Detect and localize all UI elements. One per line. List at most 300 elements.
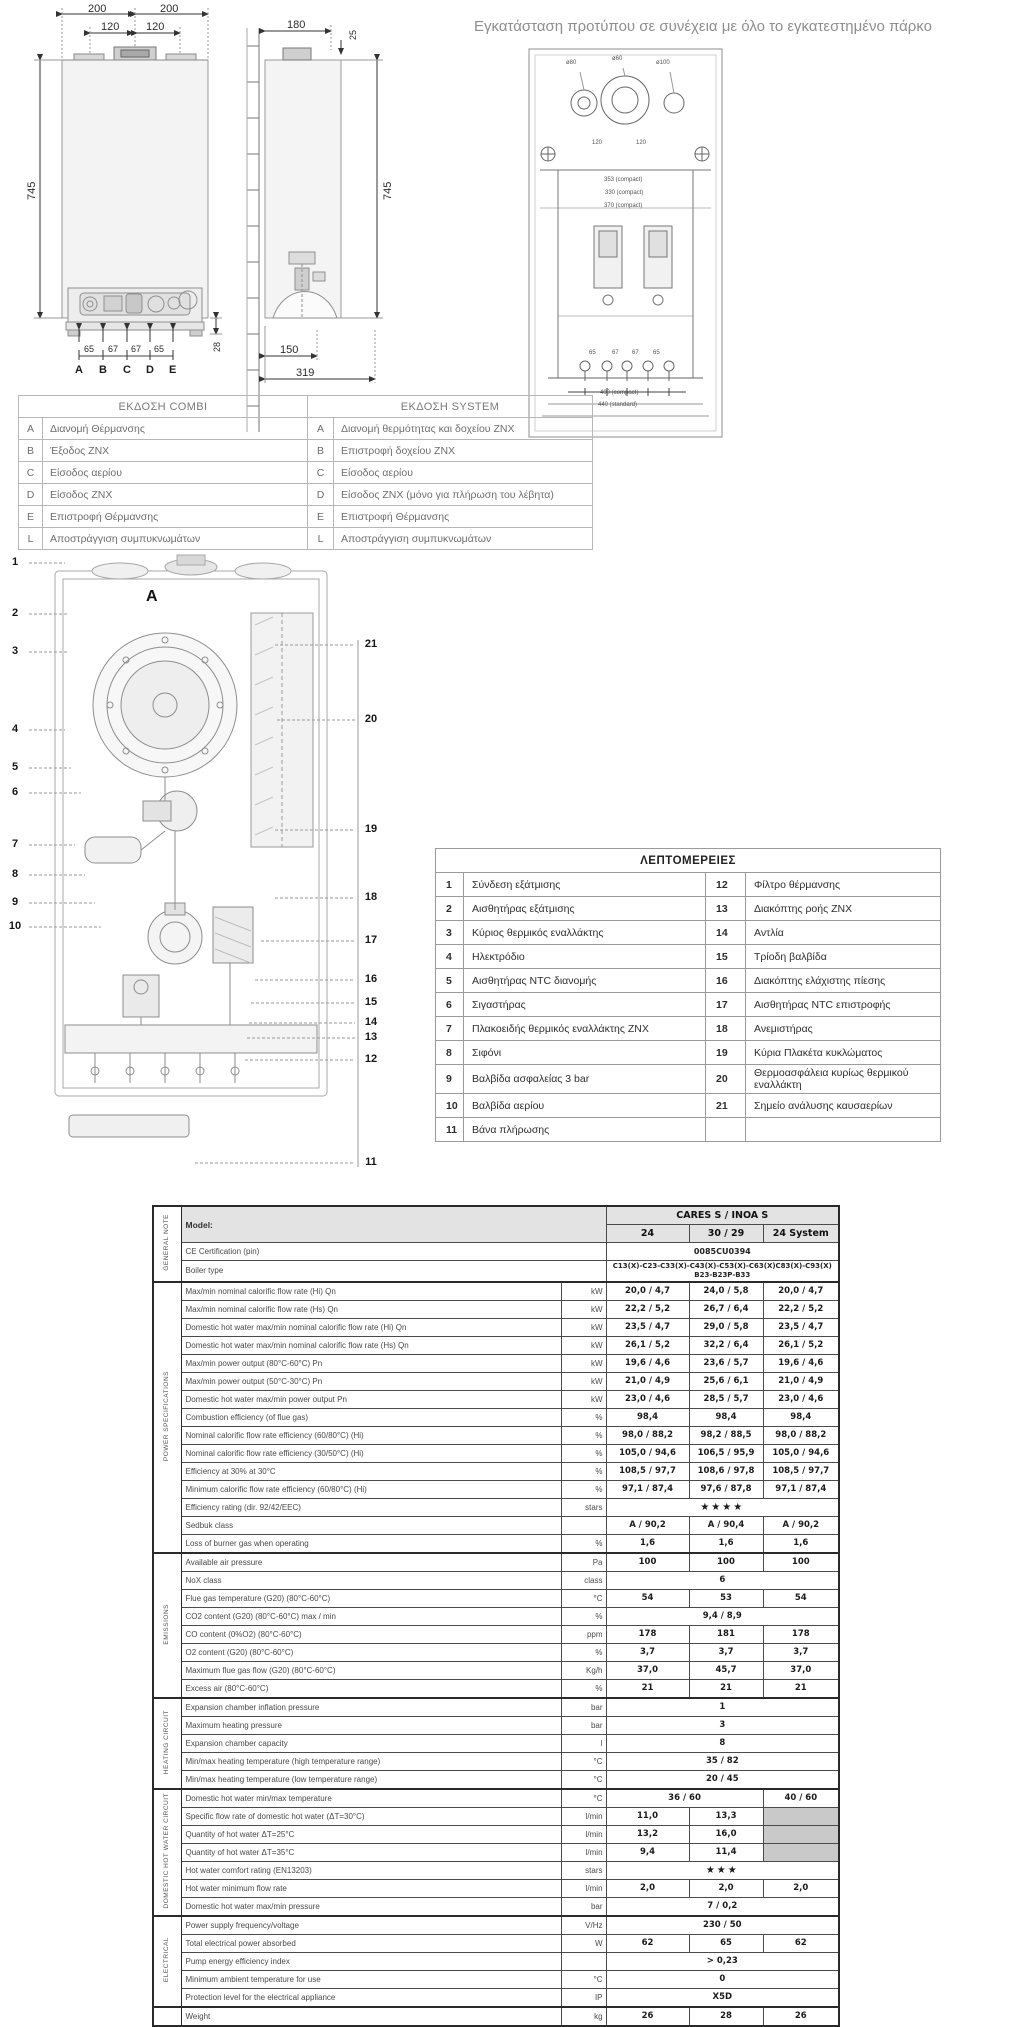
spec-row-label: Domestic hot water max/min nominal calorific flow rate (Hi) Qn	[181, 1318, 561, 1336]
spec-span-value: 230 / 50	[606, 1916, 839, 1935]
spec-row	[153, 1897, 839, 1916]
detail-row	[436, 969, 941, 993]
section-label-text: EMISSIONS	[162, 1603, 170, 1645]
spec-unit	[561, 1952, 606, 1970]
detail-number: 10	[436, 1094, 464, 1118]
front-dim-28: 28	[212, 341, 222, 352]
spec-value: 100	[689, 1553, 763, 1572]
spec-value: 97,1 / 87,4	[606, 1480, 689, 1498]
diagram-dim-67b: 67	[632, 350, 639, 356]
callout-number: 13	[364, 1031, 378, 1043]
boiler-bottom-internals	[66, 288, 204, 336]
front-dim-67b: 67	[131, 344, 142, 354]
detail-label: Αισθητήρας εξάτμισης	[464, 897, 706, 921]
spec-value: 23,6 / 5,7	[689, 1354, 763, 1372]
spec-row	[153, 1970, 839, 1988]
spec-row-label: Quantity of hot water ΔT=25°C	[181, 1825, 561, 1843]
front-view-drawing	[18, 0, 240, 392]
detail-number: 3	[436, 921, 464, 945]
spec-row	[153, 1372, 839, 1390]
spec-row	[153, 1934, 839, 1952]
spec-value: 16,0	[689, 1825, 763, 1843]
callout-number: 5	[11, 761, 19, 773]
spec-unit: %	[561, 1679, 606, 1698]
spec-row-label: Specific flow rate of domestic hot water (ΔT=30°C)	[181, 1807, 561, 1825]
spec-row-label: Nominal calorific flow rate efficiency (30/50°C) (Hi)	[181, 1444, 561, 1462]
spec-row	[153, 1480, 839, 1498]
spec-unit: kW	[561, 1390, 606, 1408]
spec-row	[153, 1444, 839, 1462]
spec-value: 45,7	[689, 1661, 763, 1679]
spec-value: 3,7	[689, 1643, 763, 1661]
detail-number: 9	[436, 1065, 464, 1094]
spec-unit: °C	[561, 1589, 606, 1607]
system-label: Επιστροφή δοχείου ZNX	[334, 440, 593, 462]
spec-value: 106,5 / 95,9	[689, 1444, 763, 1462]
spec-span-value: 6	[606, 1571, 839, 1589]
connection-d: D	[146, 364, 154, 376]
boiler-front-body	[62, 47, 208, 318]
detail-label: Διακόπτης ροής ZNX	[746, 897, 941, 921]
spec-table	[152, 1205, 840, 2027]
connection-row	[19, 440, 593, 462]
spec-row	[153, 1716, 839, 1734]
spec-row	[153, 1571, 839, 1589]
model-label: Model:	[181, 1206, 606, 1243]
combi-label: Είσοδος ZNX	[43, 484, 308, 506]
spec-row-label: Hot water comfort rating (EN13203)	[181, 1861, 561, 1879]
diagram-dim-120a: 120	[592, 140, 603, 146]
spec-value: 108,5 / 97,7	[763, 1462, 839, 1480]
detail-number: 8	[436, 1041, 464, 1065]
spec-row	[153, 1282, 839, 1301]
spec-row-label: Quantity of hot water ΔT=35°C	[181, 1843, 561, 1861]
system-label: Είσοδος αερίου	[334, 462, 593, 484]
heat-exchanger	[93, 633, 237, 777]
spec-unit: %	[561, 1462, 606, 1480]
connection-key: L	[19, 528, 43, 550]
spec-row-label: Boiler type	[181, 1261, 606, 1282]
callout-number: 8	[11, 868, 19, 880]
callout-number: 7	[11, 838, 19, 850]
spec-value: 178	[606, 1625, 689, 1643]
connection-e: E	[169, 364, 177, 376]
side-dim-height: 745	[382, 181, 394, 200]
section-label-text: ELECTRICAL	[162, 1937, 170, 1983]
spec-value: 13,2	[606, 1825, 689, 1843]
spec-value: 28	[689, 2007, 763, 2026]
connection-row	[19, 462, 593, 484]
combi-label: Αποστράγγιση συμπυκνωμάτων	[43, 528, 308, 550]
connection-key: D	[19, 484, 43, 506]
spec-row-label: Weight	[181, 2007, 561, 2026]
column-header: 30 / 29	[689, 1225, 763, 1243]
flue-label-100: ø100	[656, 60, 670, 66]
spec-value: 26,1 / 5,2	[606, 1336, 689, 1354]
detail-row	[436, 945, 941, 969]
front-dim-65a: 65	[84, 344, 95, 354]
flue-label-60: ø60	[612, 56, 623, 62]
detail-label: Κύρια Πλακέτα κυκλώματος	[746, 1041, 941, 1065]
spec-value: 181	[689, 1625, 763, 1643]
spec-value	[763, 1843, 839, 1861]
spec-value: 26	[606, 2007, 689, 2026]
spec-row	[153, 1825, 839, 1843]
detail-label: Αισθητήρας NTC επιστροφής	[746, 993, 941, 1017]
spec-row	[153, 1390, 839, 1408]
spec-span-value: 9,4 / 8,9	[606, 1607, 839, 1625]
wall-hatch	[247, 28, 259, 432]
spec-span-value: 36 / 60	[606, 1789, 763, 1808]
detail-row	[436, 873, 941, 897]
callout-number: 16	[364, 973, 378, 985]
spec-unit: V/Hz	[561, 1916, 606, 1935]
spec-value: 98,4	[606, 1408, 689, 1426]
spec-unit: stars	[561, 1861, 606, 1879]
section-label-text: POWER SPECIFICATIONS	[162, 1370, 170, 1462]
callout-number: 1	[11, 556, 19, 568]
detail-number: 11	[436, 1118, 464, 1142]
detail-row	[436, 921, 941, 945]
spec-value: A / 90,4	[689, 1516, 763, 1534]
detail-label: Σιφόνι	[464, 1041, 706, 1065]
spec-span-value: C13(X)-C23-C33(X)-C43(X)-C53(X)-C63(X)C83(X)-C93(X) B23-B23P-B33	[606, 1261, 839, 1282]
spec-row	[153, 1843, 839, 1861]
spec-value: 25,6 / 6,1	[689, 1372, 763, 1390]
system-label: Είσοδος ZNX (μόνο για πλήρωση του λέβητα)	[334, 484, 593, 506]
spec-row	[153, 1879, 839, 1897]
spec-row	[153, 1734, 839, 1752]
connection-row	[19, 418, 593, 440]
spec-value: 11,4	[689, 1843, 763, 1861]
spec-value: 20,0 / 4,7	[606, 1282, 689, 1301]
diagram-dim-353: 353 (compact)	[604, 177, 643, 183]
spec-row	[153, 1336, 839, 1354]
spec-unit: class	[561, 1571, 606, 1589]
spec-row-label: Flue gas temperature (G20) (80°C-60°C)	[181, 1589, 561, 1607]
spec-unit: IP	[561, 1988, 606, 2007]
spec-row	[153, 1679, 839, 1698]
spec-unit: kW	[561, 1300, 606, 1318]
callout-number: 15	[364, 996, 378, 1008]
spec-value: 62	[606, 1934, 689, 1952]
spec-value: 97,6 / 87,8	[689, 1480, 763, 1498]
spec-unit: bar	[561, 1698, 606, 1717]
detail-number: 7	[436, 1017, 464, 1041]
spec-row-label: Domestic hot water max/min pressure	[181, 1897, 561, 1916]
diagram-dim-370: 370 (compact)	[604, 203, 643, 209]
spec-unit: l/min	[561, 1807, 606, 1825]
spec-row-label: Excess air (80°C-60°C)	[181, 1679, 561, 1698]
spec-unit: %	[561, 1480, 606, 1498]
spec-value: 23,5 / 4,7	[763, 1318, 839, 1336]
spec-value: 20,0 / 4,7	[763, 1282, 839, 1301]
combi-label: Έξοδος ZNX	[43, 440, 308, 462]
connection-key: E	[19, 506, 43, 528]
detail-label: Πλακοειδής θερμικός εναλλάκτης ZNX	[464, 1017, 706, 1041]
spec-value: 23,0 / 4,6	[763, 1390, 839, 1408]
section-label	[153, 1553, 181, 1698]
spec-row-label: Domestic hot water min/max temperature	[181, 1789, 561, 1808]
spec-unit: bar	[561, 1716, 606, 1734]
spec-row-label: Maximum heating pressure	[181, 1716, 561, 1734]
detail-label: Ανεμιστήρας	[746, 1017, 941, 1041]
spec-row-label: Available air pressure	[181, 1553, 561, 1572]
spec-row	[153, 1354, 839, 1372]
spec-value: 2,0	[763, 1879, 839, 1897]
spec-row-label: CE Certification (pin)	[181, 1243, 606, 1261]
spec-value: 105,0 / 94,6	[763, 1444, 839, 1462]
detail-number: 13	[706, 897, 746, 921]
detail-row	[436, 1017, 941, 1041]
front-dim-200-left: 200	[88, 3, 107, 15]
spec-row	[153, 1770, 839, 1789]
spec-value: 37,0	[606, 1661, 689, 1679]
spec-row-label: CO content (0%O2) (80°C-60°C)	[181, 1625, 561, 1643]
spec-row	[153, 1752, 839, 1770]
spec-value: 3,7	[606, 1643, 689, 1661]
spec-row-label: Minimum calorific flow rate efficiency (60/80°C) (Hi)	[181, 1480, 561, 1498]
spec-row	[153, 1661, 839, 1679]
spec-row-label: Max/min nominal calorific flow rate (Hs) Qn	[181, 1300, 561, 1318]
detail-number: 16	[706, 969, 746, 993]
spec-span-value: 8	[606, 1734, 839, 1752]
spec-span-value: ★★★	[606, 1861, 839, 1879]
spec-span-value: 1	[606, 1698, 839, 1717]
front-dim-height: 745	[26, 181, 38, 200]
spec-span-value: 20 / 45	[606, 1770, 839, 1789]
spec-value	[763, 1807, 839, 1825]
detail-row	[436, 1118, 941, 1142]
callout-number: 11	[365, 1156, 377, 1168]
front-dim-120-left: 120	[101, 21, 120, 33]
spec-row	[153, 1300, 839, 1318]
spec-row	[153, 1553, 839, 1572]
spec-unit: bar	[561, 1897, 606, 1916]
spec-value: 9,4	[606, 1843, 689, 1861]
detail-row	[436, 1065, 941, 1094]
column-header: 24	[606, 1225, 689, 1243]
diagram-dim-400: 400 (compact)	[600, 390, 639, 396]
spec-span-value: > 0,23	[606, 1952, 839, 1970]
spec-row	[153, 1625, 839, 1643]
spec-unit: W	[561, 1934, 606, 1952]
system-label: Αποστράγγιση συμπυκνωμάτων	[334, 528, 593, 550]
spec-value: A / 90,2	[606, 1516, 689, 1534]
front-dim-120-right: 120	[146, 21, 165, 33]
spec-value: 65	[689, 1934, 763, 1952]
install-title: Εγκατάσταση προτύπου σε συνέχεια με όλο το εγκατεστημένο πάρκο	[474, 18, 932, 35]
installation-diagram	[528, 48, 723, 438]
spec-row-label: Efficiency rating (dir. 92/42/EEC)	[181, 1498, 561, 1516]
spec-value: 19,6 / 4,6	[763, 1354, 839, 1372]
callout-number: 18	[364, 891, 378, 903]
detail-number: 6	[436, 993, 464, 1017]
section-label	[153, 1282, 181, 1553]
side-dim-25: 25	[348, 29, 358, 40]
spec-value: 98,0 / 88,2	[763, 1426, 839, 1444]
connection-key: A	[308, 418, 334, 440]
detail-number: 18	[706, 1017, 746, 1041]
combi-label: Διανομή Θέρμανσης	[43, 418, 308, 440]
spec-value: 62	[763, 1934, 839, 1952]
callout-number: 4	[11, 723, 19, 735]
detail-label: Θερμοασφάλεια κυρίως θερμικού εναλλάκτη	[746, 1065, 941, 1094]
detail-label: Διακόπτης ελάχιστης πίεσης	[746, 969, 941, 993]
detail-number: 21	[706, 1094, 746, 1118]
connection-a: A	[75, 364, 83, 376]
combi-system-table	[18, 395, 593, 550]
spec-value: 23,5 / 4,7	[606, 1318, 689, 1336]
spec-unit: kW	[561, 1336, 606, 1354]
spec-unit: Pa	[561, 1553, 606, 1572]
spec-value: 24,0 / 5,8	[689, 1282, 763, 1301]
spec-row-label: Min/max heating temperature (low temperature range)	[181, 1770, 561, 1789]
detail-number: 20	[706, 1065, 746, 1094]
spec-unit: °C	[561, 1789, 606, 1808]
connection-c: C	[123, 364, 131, 376]
spec-value: 26,1 / 5,2	[763, 1336, 839, 1354]
section-label-text: DOMESTIC HOT WATER CIRCUIT	[162, 1793, 170, 1909]
callout-number: 3	[11, 645, 19, 657]
spec-unit: l/min	[561, 1879, 606, 1897]
callout-number: 14	[364, 1016, 378, 1028]
connection-key: E	[308, 506, 334, 528]
front-dim-65b: 65	[154, 344, 165, 354]
callout-number: 20	[364, 713, 378, 725]
spec-value: 26,7 / 6,4	[689, 1300, 763, 1318]
side-view-drawing	[245, 0, 395, 440]
detail-label: Βαλβίδα αερίου	[464, 1094, 706, 1118]
section-label-text: GENERAL NOTE	[162, 1214, 170, 1272]
connection-key: C	[308, 462, 334, 484]
spec-value: 29,0 / 5,8	[689, 1318, 763, 1336]
spec-unit: stars	[561, 1498, 606, 1516]
details-title: ΛΕΠΤΟΜΕΡΕΙΕΣ	[436, 849, 941, 873]
spec-span-value: 7 / 0,2	[606, 1897, 839, 1916]
spec-value: 53	[689, 1589, 763, 1607]
section-label	[153, 1916, 181, 2007]
connection-b: B	[99, 364, 107, 376]
system-label: Διανομή θερμότητας και δοχείου ZNX	[334, 418, 593, 440]
spec-unit: kg	[561, 2007, 606, 2026]
spec-unit: Kg/h	[561, 1661, 606, 1679]
spec-row	[153, 1426, 839, 1444]
column-header: 24 System	[763, 1225, 839, 1243]
callout-number: 12	[364, 1053, 378, 1065]
spec-row-label: Hot water minimum flow rate	[181, 1879, 561, 1897]
detail-number: 1	[436, 873, 464, 897]
connection-key: C	[19, 462, 43, 484]
spec-row-label: O2 content (G20) (80°C-60°C)	[181, 1643, 561, 1661]
detail-label: Σημείο ανάλυσης καυσαερίων	[746, 1094, 941, 1118]
combi-label: Επιστροφή Θέρμανσης	[43, 506, 308, 528]
spec-row	[153, 1462, 839, 1480]
connection-key: D	[308, 484, 334, 506]
callout-number: 21	[364, 638, 378, 650]
spec-unit: %	[561, 1534, 606, 1553]
detail-label: Βαλβίδα ασφαλείας 3 bar	[464, 1065, 706, 1094]
spec-value: A / 90,2	[763, 1516, 839, 1534]
detail-label: Κύριος θερμικός εναλλάκτης	[464, 921, 706, 945]
spec-row-label: Domestic hot water max/min power output Pn	[181, 1390, 561, 1408]
combi-label: Είσοδος αερίου	[43, 462, 308, 484]
connection-key: B	[308, 440, 334, 462]
spec-value: 22,2 / 5,2	[763, 1300, 839, 1318]
spec-unit: %	[561, 1408, 606, 1426]
detail-label: Αντλία	[746, 921, 941, 945]
detail-number	[706, 1118, 746, 1142]
spec-span-value: X5D	[606, 1988, 839, 2007]
spec-span-value: ★★★★	[606, 1498, 839, 1516]
side-dim-150: 150	[280, 344, 299, 356]
details-table	[435, 848, 941, 1142]
spec-value: 19,6 / 4,6	[606, 1354, 689, 1372]
detail-row	[436, 1041, 941, 1065]
connection-key: B	[19, 440, 43, 462]
spec-value: 1,6	[606, 1534, 689, 1553]
spec-value: 1,6	[763, 1534, 839, 1553]
spec-row-label: Loss of burner gas when operating	[181, 1534, 561, 1553]
section-label	[153, 1206, 181, 1282]
spec-value: 23,0 / 4,6	[606, 1390, 689, 1408]
diagram-dim-65a: 65	[589, 350, 596, 356]
spec-value: 22,2 / 5,2	[606, 1300, 689, 1318]
spec-row	[153, 1516, 839, 1534]
detail-label: Βάνα πλήρωσης	[464, 1118, 706, 1142]
spec-row-label: Min/max heating temperature (high temperature range)	[181, 1752, 561, 1770]
detail-label: Τρίοδη βαλβίδα	[746, 945, 941, 969]
spec-value: 54	[606, 1589, 689, 1607]
spec-unit: °C	[561, 1970, 606, 1988]
section-label	[153, 2007, 181, 2026]
detail-row	[436, 993, 941, 1017]
spec-row-label: Power supply frequency/voltage	[181, 1916, 561, 1935]
combi-header: ΕΚΔΟΣΗ COMBI	[19, 396, 308, 418]
spec-row	[153, 1318, 839, 1336]
connection-row	[19, 506, 593, 528]
spec-unit: l/min	[561, 1843, 606, 1861]
spec-unit: l/min	[561, 1825, 606, 1843]
system-label: Επιστροφή Θέρμανσης	[334, 506, 593, 528]
detail-row	[436, 897, 941, 921]
spec-value: 98,4	[763, 1408, 839, 1426]
detail-label: Ηλεκτρόδιο	[464, 945, 706, 969]
diagram-dim-440: 440 (standard)	[598, 402, 638, 408]
spec-row	[153, 1607, 839, 1625]
spec-unit: l	[561, 1734, 606, 1752]
spec-row-label: Minimum ambient temperature for use	[181, 1970, 561, 1988]
diagram-dim-65b: 65	[653, 350, 660, 356]
spec-row	[153, 1408, 839, 1426]
spec-value: 105,0 / 94,6	[606, 1444, 689, 1462]
exploded-section-label: A	[146, 588, 158, 605]
spec-value: 21	[689, 1679, 763, 1698]
detail-label: Σύνδεση εξάτμισης	[464, 873, 706, 897]
detail-label: Αισθητήρας NTC διανομής	[464, 969, 706, 993]
spec-row-label: Max/min nominal calorific flow rate (Hi) Qn	[181, 1282, 561, 1301]
callout-number: 9	[11, 896, 19, 908]
spec-row-label: Expansion chamber capacity	[181, 1734, 561, 1752]
detail-number: 5	[436, 969, 464, 993]
front-dim-67a: 67	[108, 344, 119, 354]
spec-span-value: 3	[606, 1716, 839, 1734]
spec-row-label: Efficiency at 30% at 30°C	[181, 1462, 561, 1480]
spec-value: 2,0	[689, 1879, 763, 1897]
spec-row	[153, 1952, 839, 1970]
spec-value: 32,2 / 6,4	[689, 1336, 763, 1354]
spec-value: 97,1 / 87,4	[763, 1480, 839, 1498]
